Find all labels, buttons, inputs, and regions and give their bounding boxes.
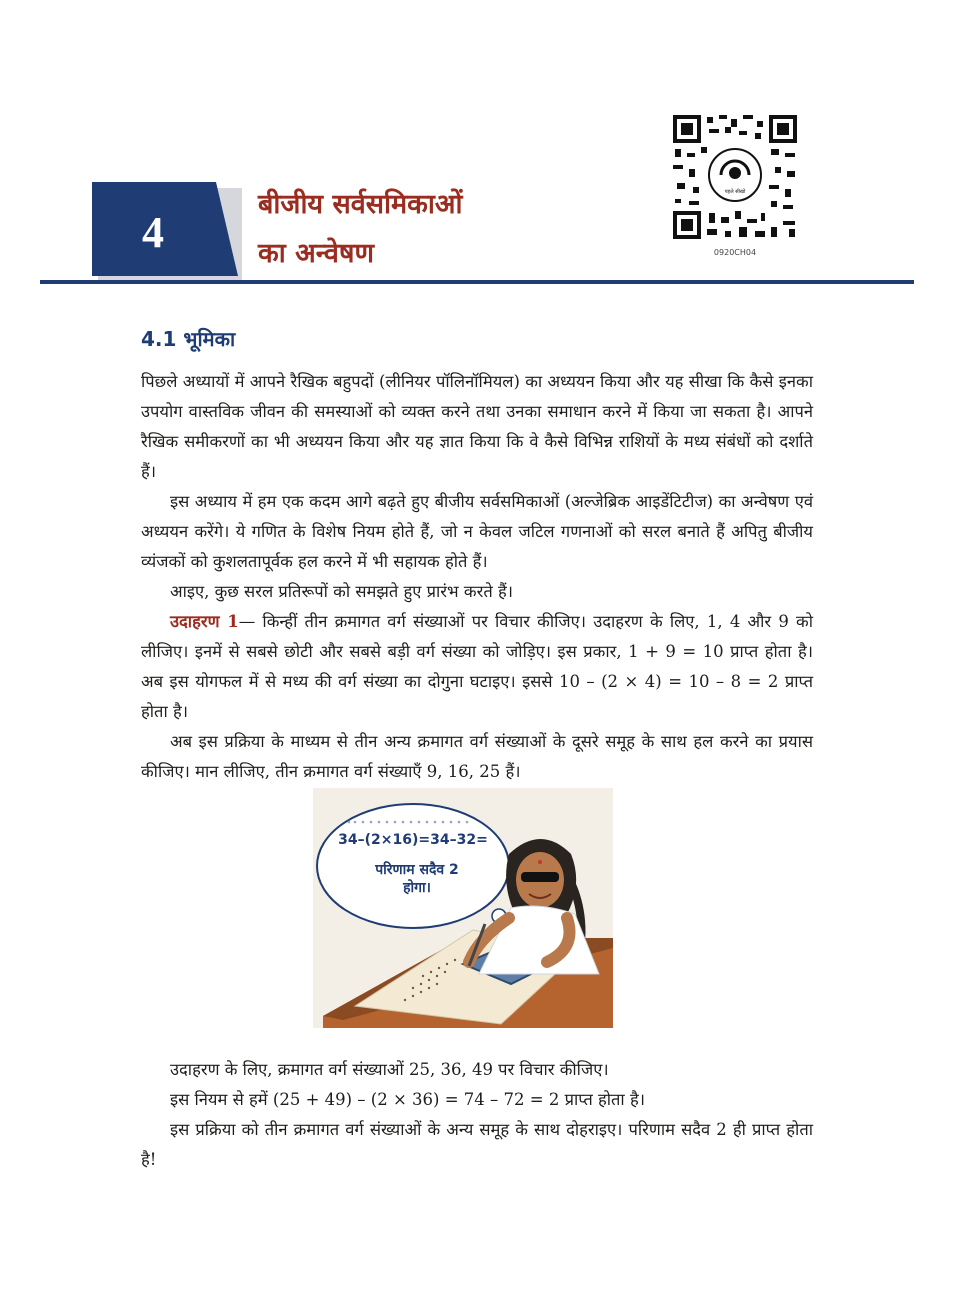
qr-code-label: 0920CH04 xyxy=(713,248,757,257)
qr-code[interactable] xyxy=(671,113,799,241)
try-another-set-paragraph: अब इस प्रक्रिया के माध्यम से तीन अन्य क्रमागत वर्ग संख्याओं के दूसरे समूह के साथ हल करने का प्रयास कीजिए। मान लीजिए, तीन क्रमागत वर्ग संख्याएँ 9, 16, 25 हैं। xyxy=(141,732,813,781)
braille-student-illustration xyxy=(313,788,613,1028)
bubble-result-line-2: होगा। xyxy=(403,880,431,896)
chapter-title-line-1: बीजीय सर्वसमिकाओं xyxy=(258,189,463,220)
example-1-paragraph xyxy=(141,607,813,727)
example-1-text: — किन्हीं तीन क्रमागत वर्ग संख्याओं पर विचार कीजिए। उदाहरण के लिए, 1, 4 और 9 को लीजिए। इनमें से सबसे छोटी और सबसे बड़ी वर्ग संख्या को जोड़िए। इस प्रकार, 1 + 9 = 10 प्राप्त होता है। अब इस योगफल में से मध्य की वर्ग संख्या का दोगुना घटाइए। इससे 10 – (2 × 4) = 10 – 8 = 2 प्राप्त होता है। xyxy=(141,612,814,721)
repeat-process-paragraph: इस प्रक्रिया को तीन क्रमागत वर्ग संख्याओं के अन्य समूह के साथ दोहराइए। परिणाम सदैव 2 ही प्राप्त होता है! xyxy=(141,1120,813,1169)
rule-result-paragraph: इस नियम से हमें (25 + 49) – (2 × 36) = 74 – 72 = 2 प्राप्त होता है। xyxy=(170,1090,645,1109)
qr-logo-text: पहले सीखो xyxy=(724,189,746,195)
chapter-title-line-2: का अन्वेषण xyxy=(258,238,374,269)
chapter-number: 4 xyxy=(142,207,164,257)
lets-begin-paragraph: आइए, कुछ सरल प्रतिरूपों को समझते हुए प्रारंभ करते हैं। xyxy=(170,582,513,601)
bubble-equation: 34–(2×16)=34–32= xyxy=(338,832,488,848)
consecutive-squares-paragraph: उदाहरण के लिए, क्रमागत वर्ग संख्याओं 25, 36, 49 पर विचार कीजिए। xyxy=(170,1060,609,1079)
section-heading: 4.1 भूमिका xyxy=(141,327,236,351)
bubble-result-line-1: परिणाम सदैव 2 xyxy=(375,862,459,878)
header-rule xyxy=(40,280,914,284)
identities-paragraph: इस अध्याय में हम एक कदम आगे बढ़ते हुए बीजीय सर्वसमिकाओं (अल्जेब्रिक आइडेंटिटीज) का अन्वेषण एवं अध्ययन करेंगे। ये गणित के विशेष नियम होते हैं, जो न केवल जटिल गणनाओं को सरल बनाते हैं अपितु बीजीय व्यंजकों को कुशलतापूर्वक हल करने में भी सहायक होते हैं। xyxy=(141,492,813,571)
intro-paragraph: पिछले अध्यायों में आपने रैखिक बहुपदों (लीनियर पॉलिनॉमियल) का अध्ययन किया और यह सीखा कि कैसे इनका उपयोग वास्तविक जीवन की समस्याओं को व्यक्त करने तथा उनका समाधान करने में किया जा सकता है। आपने रैखिक समीकरणों का भी अध्ययन किया और यह ज्ञात किया कि वे कैसे विभिन्न राशियों के मध्य संबंधों को दर्शाते हैं। xyxy=(141,372,813,481)
example-1-label: उदाहरण 1 xyxy=(170,612,239,631)
